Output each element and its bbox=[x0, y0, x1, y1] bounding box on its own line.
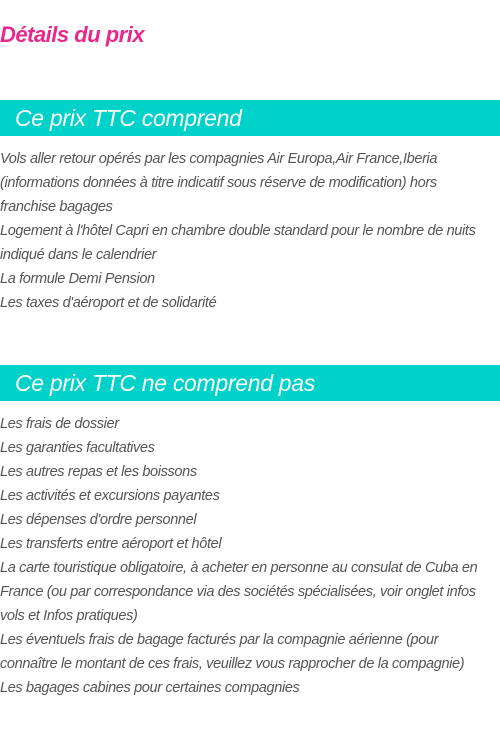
list-item: Les dépenses d'ordre personnel bbox=[0, 512, 197, 528]
excluded-section-heading: Ce prix TTC ne comprend pas bbox=[0, 365, 500, 401]
list-item: Les transferts entre aéroport et hôtel bbox=[0, 536, 222, 552]
list-item: Les frais de dossier bbox=[0, 416, 119, 432]
included-section-heading: Ce prix TTC comprend bbox=[0, 100, 500, 136]
list-item: La carte touristique obligatoire, à acheter en personne au consulat de Cuba en France (ou par correspondance via des sociétés spécialisées, voir onglet infos vols et Infos pratiques) bbox=[0, 560, 478, 624]
list-item: Les bagages cabines pour certaines compagnies bbox=[0, 680, 300, 696]
page-title: Détails du prix bbox=[0, 22, 145, 47]
included-list bbox=[0, 147, 496, 315]
list-item: Les éventuels frais de bagage facturés par la compagnie aérienne (pour connaître le montant de ces frais, veuillez vous rapprocher de la compagnie) bbox=[0, 632, 465, 672]
list-item: Les taxes d'aéroport et de solidarité bbox=[0, 295, 217, 311]
list-item: Les autres repas et les boissons bbox=[0, 464, 197, 480]
list-item: Les activités et excursions payantes bbox=[0, 488, 220, 504]
list-item: Logement à l'hôtel Capri en chambre double standard pour le nombre de nuits indiqué dans le calendrier bbox=[0, 223, 476, 263]
list-item: Vols aller retour opérés par les compagnies Air Europa,Air France,Iberia (informations données à titre indicatif sous réserve de modification) hors franchise bagages bbox=[0, 151, 438, 215]
excluded-list bbox=[0, 412, 496, 700]
list-item: Les garanties facultatives bbox=[0, 440, 155, 456]
list-item: La formule Demi Pension bbox=[0, 271, 155, 287]
